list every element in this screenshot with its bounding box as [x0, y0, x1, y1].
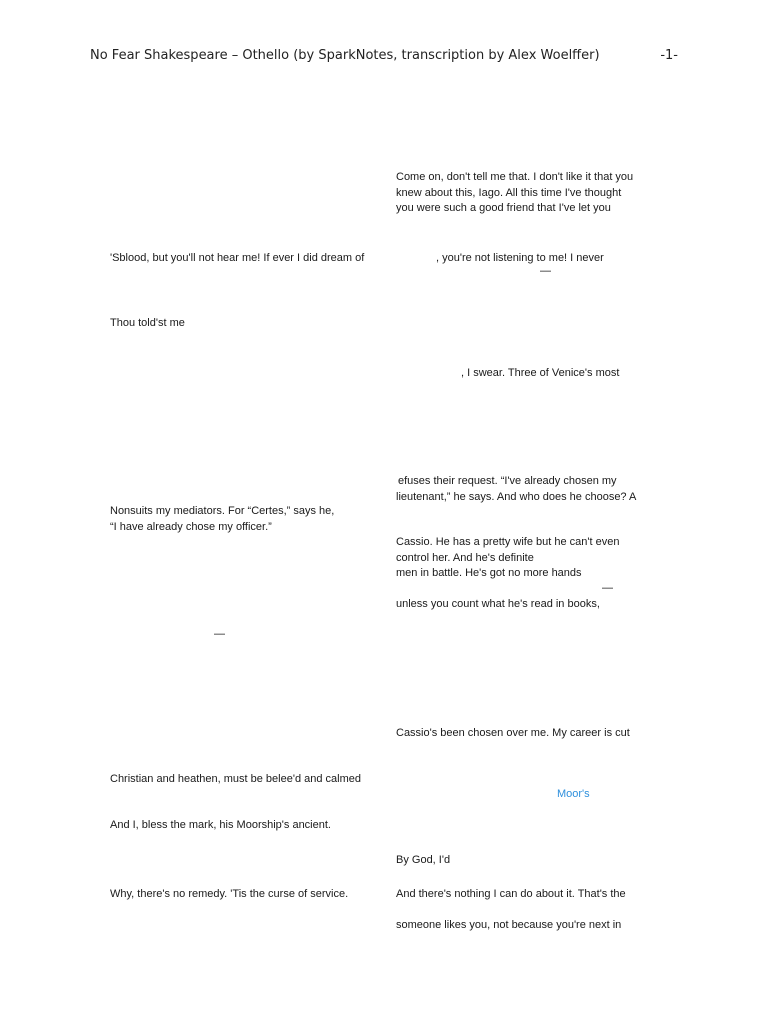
text-line: “I have already chose my officer.” [110, 520, 272, 533]
original-line-1: 'Sblood, but you'll not hear me! If ever I did dream of [110, 252, 365, 264]
text-line: Come on, don't tell me that. I don't like it that you [396, 171, 634, 183]
em-dash: — [540, 265, 551, 277]
original-block-3 [110, 504, 334, 535]
page-header [90, 48, 678, 63]
original-line-4: Christian and heathen, must be belee'd and calmed [110, 773, 361, 785]
translation-line-11: someone likes you, not because you're next in [396, 919, 622, 931]
translation-block-5 [396, 535, 619, 582]
original-line-5: And I, bless the mark, his Moorship's ancient. [110, 819, 331, 831]
text-line: lieutenant,” he says. And who does he choose? A [396, 490, 637, 503]
translation-line-6: unless you count what he's read in books, [396, 598, 600, 610]
original-line-6: Why, there's no remedy. 'Tis the curse of service. [110, 888, 349, 900]
text-line: Cassio. He has a pretty wife but he can't even [396, 536, 620, 548]
text-line: Nonsuits my mediators. For “Certes,” says he, [110, 505, 335, 517]
page-number: -1- [660, 48, 678, 63]
translation-block-1 [396, 170, 633, 217]
text-line: men in battle. He's got no more hands [396, 567, 582, 579]
original-line-2: Thou told'st me [110, 317, 185, 329]
translation-line-9: By God, I'd [396, 854, 451, 866]
em-dash: — [602, 582, 613, 594]
header-title: No Fear Shakespeare – Othello (by SparkNotes, transcription by Alex Woelffer) [90, 48, 600, 63]
translation-line-3: , I swear. Three of Venice's most [461, 367, 620, 379]
text-line: efuses their request. “I've already chosen my [398, 475, 617, 487]
gloss-link[interactable]: Moor's [557, 788, 590, 800]
text-line: knew about this, Iago. All this time I've thought [396, 186, 622, 199]
translation-block-4 [398, 474, 636, 505]
em-dash: — [214, 628, 225, 640]
translation-line-2: , you're not listening to me! I never [436, 252, 604, 264]
translation-line-7: Cassio's been chosen over me. My career is cut [396, 727, 630, 739]
text-line: you were such a good friend that I've let you [396, 202, 611, 214]
translation-line-10: And there's nothing I can do about it. That's the [396, 888, 626, 900]
text-line: control her. And he's definite [396, 551, 534, 564]
